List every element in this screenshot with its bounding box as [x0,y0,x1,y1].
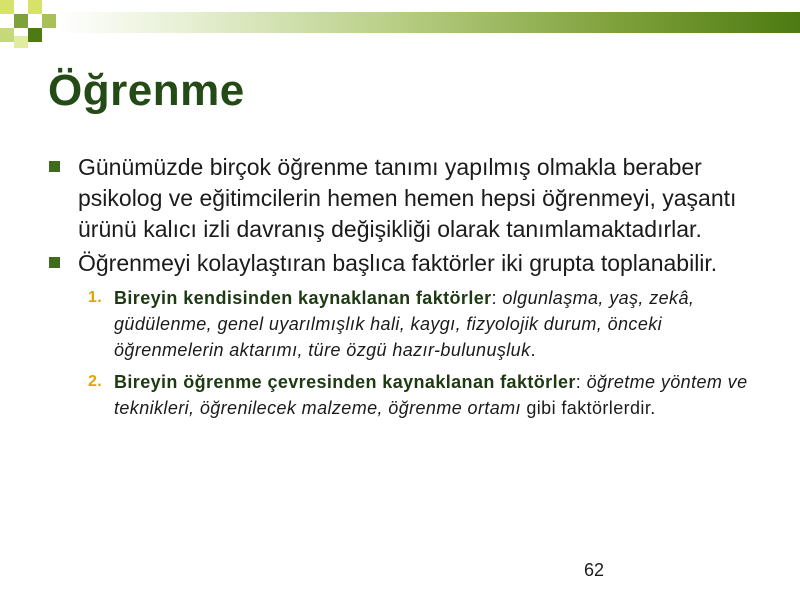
bullet-item [48,152,768,245]
page-number: 62 [584,560,605,580]
item-detail: olgunlaşma, yaş, zekâ, güdülenme, genel uyarılmışlık hali, kaygı, fizyolojik durum, önceki öğrenmelerin aktarımı, türe özgü hazır-bulunuşluk [114,288,695,360]
numbered-item [88,285,768,363]
item-detail: öğretme yöntem ve teknikleri, öğrenilecek malzeme, öğrenme ortamı [114,372,748,418]
numbered-item [88,369,768,421]
item-number: 2. [88,373,103,390]
square-bullet-icon [49,257,60,268]
item-colon: : [491,288,503,308]
slide-title: Öğrenme [48,66,245,115]
item-heading: Bireyin öğrenme çevresinden kaynaklanan faktörler [114,372,576,392]
item-tail: . [530,340,536,360]
item-heading: Bireyin kendisinden kaynaklanan faktörler [114,288,492,308]
bullet-item [48,248,768,279]
bullet-text: Günümüzde birçok öğrenme tanımı yapılmış olmakla beraber psikolog ve eğitimcilerin hemen hemen hepsi öğrenmeyi, yaşantı ürünü kalıcı izli davranış değişikliği olarak tanımlamaktadırlar. [78,154,737,242]
slide-content [48,152,768,421]
decorative-gradient-bar [58,12,800,33]
bullet-text: Öğrenmeyi kolaylaştıran başlıca faktörler iki grupta toplanabilir. [78,250,718,276]
square-bullet-icon [49,161,60,172]
item-number: 1. [88,289,103,306]
item-colon: : [575,372,587,392]
item-tail: gibi faktörlerdir. [520,398,656,418]
